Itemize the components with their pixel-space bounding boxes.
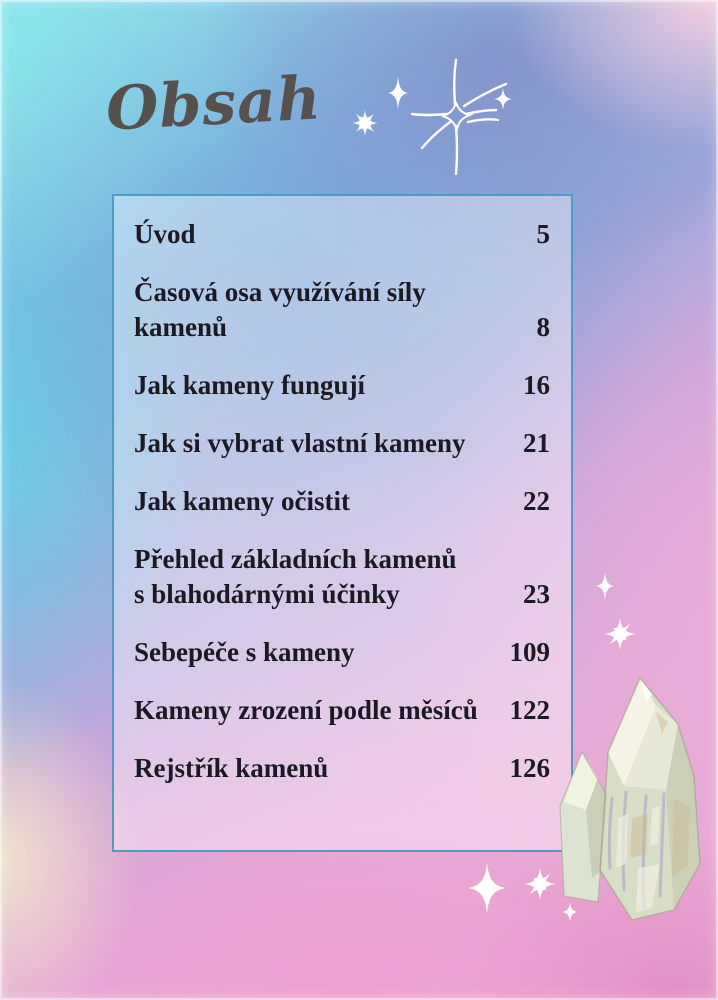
toc-row — [134, 368, 550, 403]
toc-row — [134, 542, 550, 612]
toc-entry-title: Rejstřík kamenů — [134, 753, 329, 783]
toc-row — [134, 484, 550, 519]
contents-box — [112, 194, 573, 852]
toc-entry-title: Sebepéče s kameny — [134, 637, 355, 667]
sparkle-icon — [468, 862, 506, 914]
toc-entry-title: Kameny zrození podle měsíců — [134, 695, 478, 725]
toc-entry-title: Jak kameny fungují — [134, 370, 366, 400]
contents-list — [114, 196, 571, 786]
toc-entry-page: 126 — [509, 753, 550, 783]
toc-row — [134, 275, 550, 345]
toc-entry-title: Časová osa využívání síly kamenů — [134, 277, 426, 342]
toc-row — [134, 751, 550, 786]
crystal-illustration — [552, 668, 716, 928]
toc-row — [134, 635, 550, 670]
toc-entry-page: 23 — [523, 579, 550, 609]
starburst-icon — [392, 52, 522, 182]
toc-entry-title: Přehled základních kamenů s blahodárnými účinky — [134, 544, 457, 609]
toc-entry-page: 22 — [523, 486, 550, 516]
toc-entry-title: Jak si vybrat vlastní kameny — [134, 428, 466, 458]
toc-entry-page: 5 — [536, 219, 550, 249]
toc-row — [134, 217, 550, 252]
toc-row — [134, 693, 550, 728]
sparkle-icon — [596, 572, 614, 600]
toc-entry-page: 8 — [536, 312, 550, 342]
toc-entry-page: 21 — [523, 428, 550, 458]
toc-row — [134, 426, 550, 461]
toc-entry-page: 109 — [509, 637, 550, 667]
page-title: Obsah — [104, 63, 324, 145]
toc-entry-title: Úvod — [134, 219, 196, 249]
toc-entry-page: 16 — [523, 370, 550, 400]
star-8-point-icon — [352, 110, 378, 136]
star-8-point-icon — [604, 618, 636, 650]
toc-entry-title: Jak kameny očistit — [134, 486, 350, 516]
toc-entry-page: 122 — [509, 695, 550, 725]
